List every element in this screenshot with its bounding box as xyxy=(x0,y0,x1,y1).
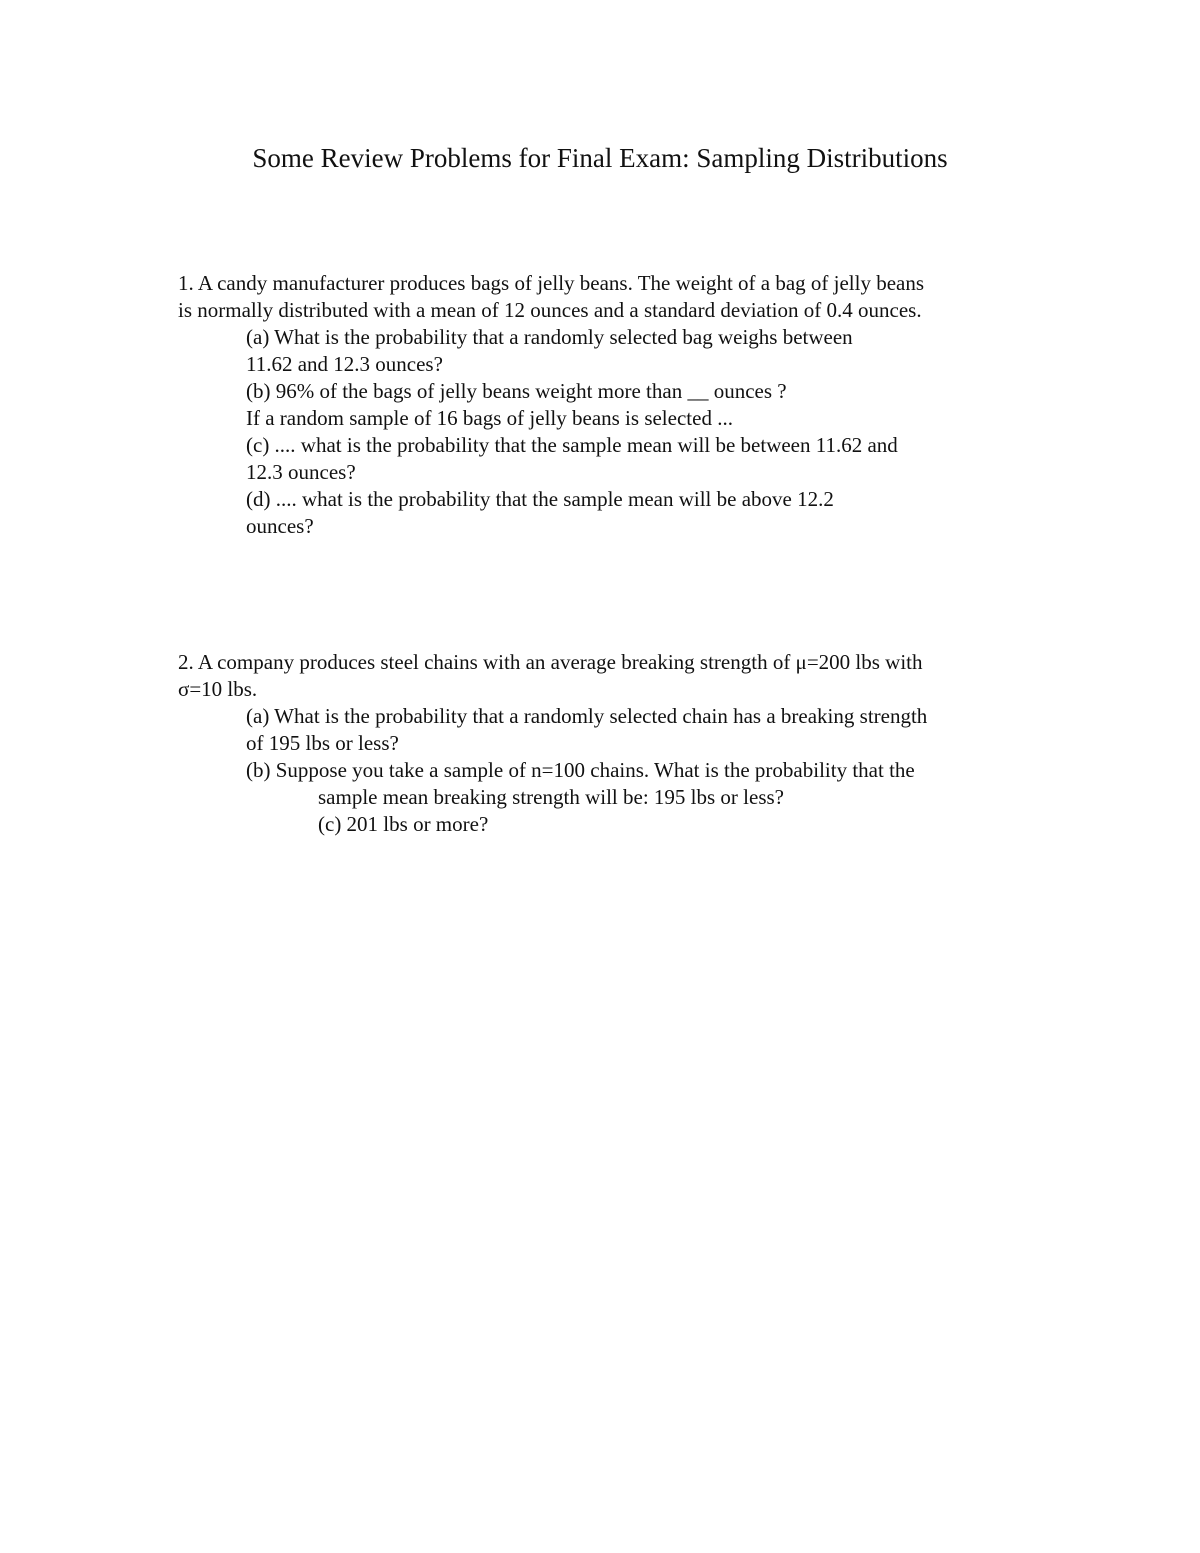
problem-1-part-a-line-2: 11.62 and 12.3 ounces? xyxy=(246,352,443,376)
problem-1-part-a-line-1: (a) What is the probability that a randomly selected bag weighs between xyxy=(246,325,853,349)
problem-1-stem-line-2: is normally distributed with a mean of 12 ounces and a standard deviation of 0.4 ounces. xyxy=(178,298,922,322)
problem-1-part-c-line-2: 12.3 ounces? xyxy=(246,460,356,484)
problem-1-stem-line-1: 1. A candy manufacturer produces bags of jelly beans. The weight of a bag of jelly beans xyxy=(178,271,925,295)
problem-1-part-c-line-1: (c) .... what is the probability that the sample mean will be between 11.62 and xyxy=(246,433,898,457)
problem-1-part-d-line-1: (d) .... what is the probability that the sample mean will be above 12.2 xyxy=(246,487,834,511)
problem-2-stem-line-1: 2. A company produces steel chains with an average breaking strength of μ=200 lbs with xyxy=(178,650,923,674)
problem-2-part-a-line-1: (a) What is the probability that a randomly selected chain has a breaking strength xyxy=(246,704,928,728)
page-title: Some Review Problems for Final Exam: Sampling Distributions xyxy=(252,143,948,173)
problem-2-part-c: (c) 201 lbs or more? xyxy=(318,812,489,836)
problem-1-sample-intro: If a random sample of 16 bags of jelly beans is selected ... xyxy=(246,406,733,430)
problem-2-part-a-line-2: of 195 lbs or less? xyxy=(246,731,399,755)
problem-2-stem-line-2: σ=10 lbs. xyxy=(178,677,258,701)
problem-1-part-b: (b) 96% of the bags of jelly beans weight more than __ ounces ? xyxy=(246,379,787,403)
problem-1-part-d-line-2: ounces? xyxy=(246,514,314,538)
problem-2-part-b-line-1: (b) Suppose you take a sample of n=100 chains. What is the probability that the xyxy=(246,758,915,782)
problem-2-part-b-line-2: sample mean breaking strength will be: 195 lbs or less? xyxy=(318,785,784,809)
